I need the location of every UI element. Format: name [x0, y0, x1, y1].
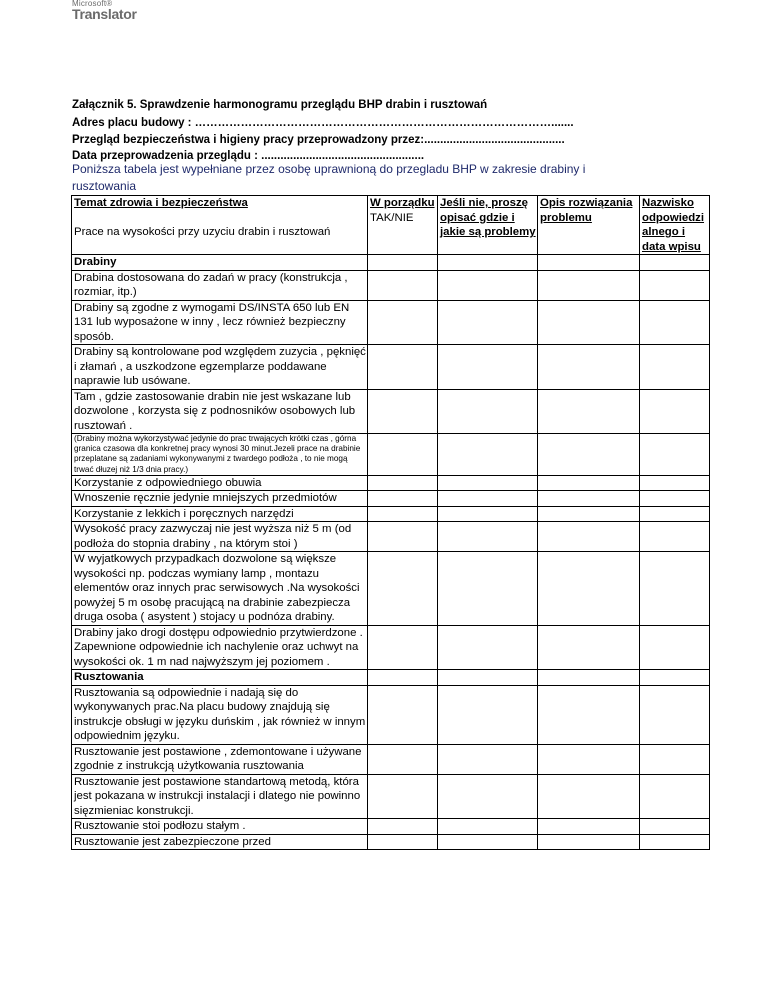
solution-cell[interactable]	[538, 670, 640, 686]
table-row	[72, 670, 710, 686]
responsible-cell[interactable]	[640, 506, 710, 522]
responsible-cell[interactable]	[640, 670, 710, 686]
status-cell[interactable]	[368, 255, 438, 271]
problem-description-cell[interactable]	[438, 744, 538, 774]
table-row	[72, 685, 710, 744]
table-row	[72, 345, 710, 390]
topic-cell: Wnoszenie ręcznie jedynie mniejszych przedmiotów	[72, 491, 368, 507]
status-cell[interactable]	[368, 389, 438, 434]
table-row	[72, 625, 710, 670]
instruction-note: Poniższa tabela jest wypełniane przez osobę uprawnioną do przegladu BHP w zakresie drabiny i rusztowania	[72, 162, 586, 193]
solution-cell[interactable]	[538, 300, 640, 345]
responsible-cell[interactable]	[640, 685, 710, 744]
site-address-line: Adres placu budowy : ………………………………………………………………………………….......	[72, 117, 574, 129]
table-row	[72, 491, 710, 507]
solution-cell[interactable]	[538, 506, 640, 522]
table-row	[72, 834, 710, 850]
header-topic-cell	[72, 196, 368, 255]
responsible-cell[interactable]	[640, 345, 710, 390]
responsible-cell[interactable]	[640, 834, 710, 850]
responsible-cell[interactable]	[640, 300, 710, 345]
solution-cell[interactable]	[538, 625, 640, 670]
problem-description-cell[interactable]	[438, 255, 538, 271]
status-cell[interactable]	[368, 685, 438, 744]
responsible-cell[interactable]	[640, 434, 710, 476]
responsible-cell[interactable]	[640, 774, 710, 819]
header-solution: Opis rozwiązania problemu	[540, 197, 633, 224]
table-row	[72, 255, 710, 271]
status-cell[interactable]	[368, 819, 438, 835]
table-row	[72, 475, 710, 491]
topic-cell: Rusztowanie jest zabezpieczone przed	[72, 834, 368, 850]
status-cell[interactable]	[368, 270, 438, 300]
document-title: Załącznik 5. Sprawdzenie harmonogramu przeglądu BHP drabin i rusztowań	[72, 99, 488, 111]
microsoft-translator-logo	[72, 0, 137, 21]
status-cell[interactable]	[368, 552, 438, 626]
topic-cell: Drabiny jako drogi dostępu odpowiednio przytwierdzone . Zapewnione odpowiednie ich nachylenie oraz uchwyt na wysokości ok. 1 m nad najwyższym jej poziomem .	[72, 625, 368, 670]
table-row	[72, 819, 710, 835]
topic-cell: Rusztowania są odpowiednie i nadają się do wykonywanych prac.Na placu budowy znajdują się instrukcje obsługi w języku duńskim , jak również w innym odpowiednim języku.	[72, 685, 368, 744]
table-row	[72, 300, 710, 345]
responsible-cell[interactable]	[640, 522, 710, 552]
topic-cell: Tam , gdzie zastosowanie drabin nie jest wskazane lub dozwolone , korzysta się z podnosników osobowych lub rusztowań .	[72, 389, 368, 434]
topic-cell: Rusztowanie stoi podłozu stałym .	[72, 819, 368, 835]
table-row	[72, 434, 710, 476]
problem-description-cell[interactable]	[438, 685, 538, 744]
status-cell[interactable]	[368, 475, 438, 491]
status-cell[interactable]	[368, 300, 438, 345]
responsible-cell[interactable]	[640, 625, 710, 670]
responsible-cell[interactable]	[640, 475, 710, 491]
header-responsible: Nazwisko odpowiedzialnego i data wpisu	[642, 197, 705, 253]
header-ok-values: TAK/NIE	[370, 211, 414, 224]
responsible-cell[interactable]	[640, 255, 710, 271]
problem-description-cell[interactable]	[438, 625, 538, 670]
solution-cell[interactable]	[538, 685, 640, 744]
table-row	[72, 774, 710, 819]
topic-cell: Drabina dostosowana do zadań w pracy (konstrukcja , rozmiar, itp.)	[72, 270, 368, 300]
solution-cell[interactable]	[538, 774, 640, 819]
status-cell[interactable]	[368, 670, 438, 686]
table-header-row	[72, 196, 710, 255]
solution-cell[interactable]	[538, 552, 640, 626]
status-cell[interactable]	[368, 625, 438, 670]
problem-description-cell[interactable]	[438, 345, 538, 390]
logo-microsoft-text: Microsoft®	[72, 0, 113, 8]
solution-cell[interactable]	[538, 522, 640, 552]
topic-cell: Korzystanie z odpowiedniego obuwia	[72, 475, 368, 491]
problem-description-cell[interactable]	[438, 389, 538, 434]
topic-cell: Wysokość pracy zazwyczaj nie jest wyższa niż 5 m (od podłoża do stopnia drabiny , na którym stoi )	[72, 522, 368, 552]
problem-description-cell[interactable]	[438, 491, 538, 507]
problem-description-cell[interactable]	[438, 300, 538, 345]
status-cell[interactable]	[368, 434, 438, 476]
header-solution-cell	[538, 196, 640, 255]
section-heading-cell: Rusztowania	[72, 670, 368, 686]
section-heading-cell: Drabiny	[72, 255, 368, 271]
header-subtopic: Prace na wysokości przy uzyciu drabin i rusztowań	[74, 225, 331, 238]
responsible-cell[interactable]	[640, 552, 710, 626]
responsible-cell[interactable]	[640, 491, 710, 507]
status-cell[interactable]	[368, 345, 438, 390]
problem-description-cell[interactable]	[438, 552, 538, 626]
responsible-cell[interactable]	[640, 819, 710, 835]
solution-cell[interactable]	[538, 389, 640, 434]
responsible-cell[interactable]	[640, 389, 710, 434]
topic-cell: (Drabiny można wykorzystywać jedynie do prac trwających krótki czas , górna granica czasowa dla konkretnej pracy wynosi 30 minut.Jezeli prace na drabinie przeplatane są zadaniami wykonywanymi z twardego podłoża , to nie mogą trwać dłuzej niż 1/3 dnia pracy.)	[72, 434, 368, 476]
table-row	[72, 270, 710, 300]
status-cell[interactable]	[368, 774, 438, 819]
checklist-table	[71, 195, 710, 850]
table-row	[72, 552, 710, 626]
solution-cell[interactable]	[538, 819, 640, 835]
topic-cell: Drabiny są zgodne z wymogami DS/INSTA 650 lub EN 131 lub wyposażone w inny , lecz również bezpieczny sposób.	[72, 300, 368, 345]
header-if-not-cell	[438, 196, 538, 255]
solution-cell[interactable]	[538, 270, 640, 300]
topic-cell: W wyjatkowych przypadkach dozwolone są większe wysokości np. podczas wymiany lamp , montazu elementów oraz innych prac serwisowych .Na wysokości powyżej 5 m osobę pracującą na drabinie zabezpiecza druga osoba ( asystent ) stojacy u podnóza drabiny.	[72, 552, 368, 626]
problem-description-cell[interactable]	[438, 819, 538, 835]
solution-cell[interactable]	[538, 744, 640, 774]
status-cell[interactable]	[368, 506, 438, 522]
problem-description-cell[interactable]	[438, 522, 538, 552]
solution-cell[interactable]	[538, 475, 640, 491]
table-row	[72, 522, 710, 552]
header-responsible-cell	[640, 196, 710, 255]
table-row	[72, 389, 710, 434]
topic-cell: Korzystanie z lekkich i poręcznych narzędzi	[72, 506, 368, 522]
solution-cell[interactable]	[538, 834, 640, 850]
responsible-cell[interactable]	[640, 744, 710, 774]
table-row	[72, 506, 710, 522]
header-ok: W porządku	[370, 197, 435, 209]
table-row	[72, 744, 710, 774]
header-topic: Temat zdrowia i bezpieczeństwa	[74, 197, 248, 209]
logo-translator-text: Translator	[72, 6, 137, 22]
status-cell[interactable]	[368, 744, 438, 774]
topic-cell: Drabiny są kontrolowane pod względem zuzycia , pęknięć i złamań , a uszkodzone egzemplarze poddawane naprawie lub usówane.	[72, 345, 368, 390]
solution-cell[interactable]	[538, 345, 640, 390]
problem-description-cell[interactable]	[438, 670, 538, 686]
problem-description-cell[interactable]	[438, 475, 538, 491]
reviewer-line: Przegląd bezpieczeństwa i higieny pracy przeprowadzony przez:............................................	[72, 134, 565, 146]
responsible-cell[interactable]	[640, 270, 710, 300]
header-ok-cell	[368, 196, 438, 255]
status-cell[interactable]	[368, 834, 438, 850]
problem-description-cell[interactable]	[438, 506, 538, 522]
status-cell[interactable]	[368, 522, 438, 552]
review-date-line: Data przeprowadzenia przeglądu : ...................................................	[72, 150, 425, 162]
status-cell[interactable]	[368, 491, 438, 507]
solution-cell[interactable]	[538, 434, 640, 476]
problem-description-cell[interactable]	[438, 834, 538, 850]
problem-description-cell[interactable]	[438, 270, 538, 300]
topic-cell: Rusztowanie jest postawione , zdemontowane i używane zgodnie z instrukcją użytkowania rusztowania	[72, 744, 368, 774]
problem-description-cell[interactable]	[438, 774, 538, 819]
solution-cell[interactable]	[538, 255, 640, 271]
header-if-not: Jeśli nie, proszę opisać gdzie i jakie są problemy	[440, 197, 536, 238]
problem-description-cell[interactable]	[438, 434, 538, 476]
topic-cell: Rusztowanie jest postawione standartową metodą, która jest pokazana w instrukcji instalacji i dlatego nie powinno sięzmieniac konstrukcji.	[72, 774, 368, 819]
solution-cell[interactable]	[538, 491, 640, 507]
